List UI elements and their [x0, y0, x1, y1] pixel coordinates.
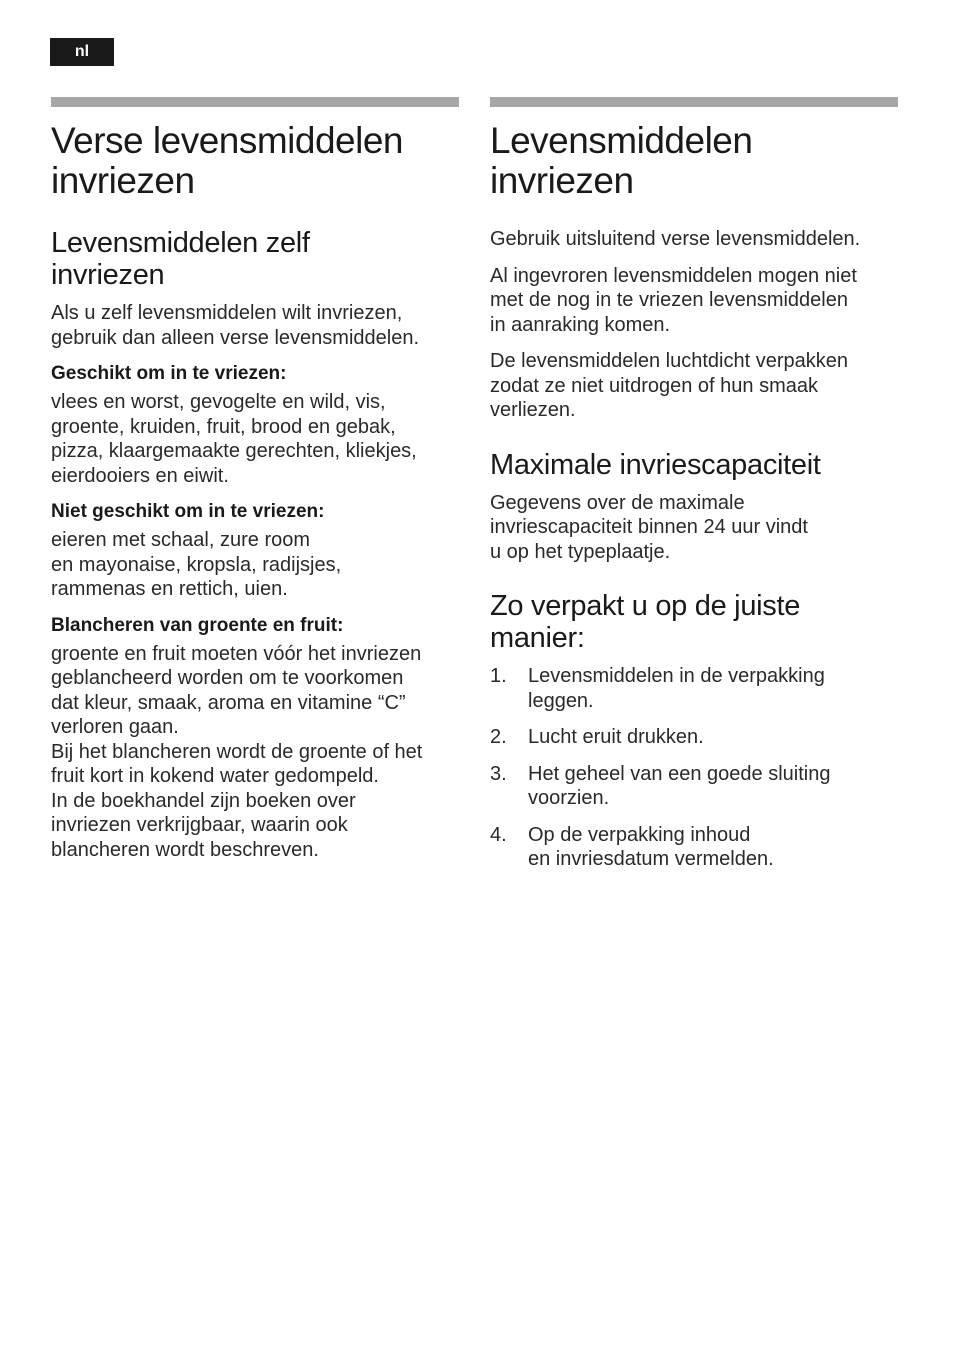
- list-item: 4. Op de verpakking inhoud en invriesdatum vermelden.: [490, 823, 774, 870]
- packing-heading: Zo verpakt u op de juiste manier:: [490, 590, 801, 654]
- list-item: 3. Het geheel van een goede sluiting voorzien.: [490, 762, 831, 809]
- right-column: [490, 97, 898, 884]
- paragraph-fresh-only: Gebruik uitsluitend verse levensmiddelen.: [490, 228, 861, 250]
- suitable-heading: Geschikt om in te vriezen:: [51, 363, 287, 384]
- unsuitable-text: eieren met schaal, zure room en mayonaise, kropsla, radijsjes, rammenas en rettich, uien.: [51, 529, 342, 600]
- paragraph-no-contact: Al ingevroren levensmiddelen mogen niet met de nog in te vriezen levensmiddelen in aanraking komen.: [490, 264, 857, 336]
- list-item: 2. Lucht eruit drukken.: [490, 726, 704, 748]
- list-item: 1. Levensmiddelen in de verpakking leggen.: [490, 665, 825, 712]
- page-title-right: Levensmiddelen invriezen: [490, 120, 753, 201]
- intro-paragraph: Als u zelf levensmiddelen wilt invriezen, gebruik dan alleen verse levensmiddelen.: [51, 302, 420, 349]
- unsuitable-heading: Niet geschikt om in te vriezen:: [51, 501, 325, 522]
- left-column: [51, 97, 459, 874]
- suitable-text: vlees en worst, gevogelte en wild, vis, groente, kruiden, fruit, brood en gebak, pizza, klaargemaakte gerechten, kliekjes, eierdooiers en eiwit.: [51, 391, 417, 487]
- blanching-text: groente en fruit moeten vóór het invriezen geblancheerd worden om te voorkomen dat kleur, smaak, aroma en vitamine “C” verloren gaan. Bij het blancheren wordt de groente of het fruit kort in kokend water gedompeld. In de boekhandel zijn boeken over invriezen verkrijgbaar, waarin ook blancheren wordt beschreven.: [51, 642, 423, 861]
- blanching-heading: Blancheren van groente en fruit:: [51, 614, 344, 636]
- section-heading-self-freezing: Levensmiddelen zelf invriezen: [51, 227, 310, 291]
- packing-steps-list: [490, 664, 898, 872]
- section-divider: [490, 97, 898, 107]
- page-title-left: Verse levensmiddelen invriezen: [51, 120, 403, 201]
- capacity-text: Gegevens over de maximale invriescapaciteit binnen 24 uur vindt u op het typeplaatje.: [490, 491, 808, 563]
- capacity-heading: Maximale invriescapaciteit: [490, 448, 821, 481]
- language-badge: nl: [50, 38, 114, 66]
- section-divider: [51, 97, 459, 107]
- paragraph-airtight: De levensmiddelen luchtdicht verpakken zodat ze niet uitdrogen of hun smaak verliezen.: [490, 350, 848, 421]
